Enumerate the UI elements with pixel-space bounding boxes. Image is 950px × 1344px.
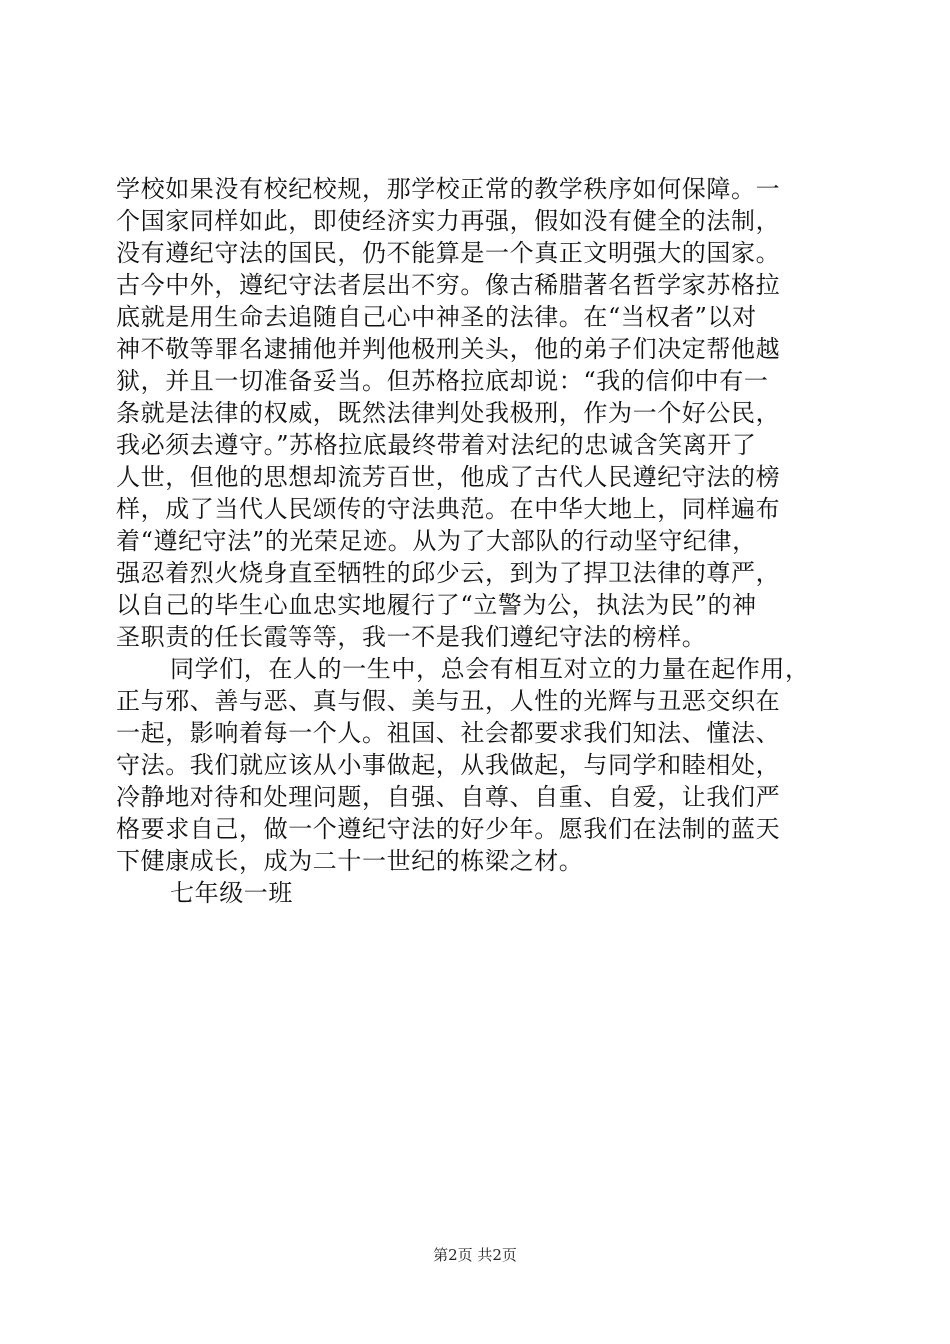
paragraph-start-line: 同学们，在人的一生中，总会有相互对立的力量在起作用， <box>170 655 810 683</box>
text-line: 圣职责的任长霞等等，我一不是我们遵纪守法的榜样。 <box>116 623 707 651</box>
text-line: 狱，并且一切准备妥当。但苏格拉底却说：“我的信仰中有一 <box>116 367 769 395</box>
text-line: 神不敬等罪名逮捕他并判他极刑关头，他的弟子们决定帮他越 <box>116 335 781 363</box>
text-line: 冷静地对待和处理问题，自强、自尊、自重、自爱，让我们严 <box>116 783 781 811</box>
text-line: 守法。我们就应该从小事做起，从我做起，与同学和睦相处， <box>116 751 781 779</box>
text-line: 人世，但他的思想却流芳百世，他成了古代人民遵纪守法的榜 <box>116 463 781 491</box>
text-line: 正与邪、善与恶、真与假、美与丑，人性的光辉与丑恶交织在 <box>116 687 781 715</box>
text-line: 一起，影响着每一个人。祖国、社会都要求我们知法、懂法、 <box>116 719 781 747</box>
text-line: 我必须去遵守。”苏格拉底最终带着对法纪的忠诚含笑离开了 <box>116 431 757 459</box>
document-body <box>116 173 836 909</box>
text-line: 下健康成长，成为二十一世纪的栋梁之材。 <box>116 847 584 875</box>
text-line: 强忍着烈火烧身直至牺牲的邱少云，到为了捍卫法律的尊严， <box>116 559 781 587</box>
text-line: 个国家同样如此，即使经济实力再强，假如没有健全的法制， <box>116 207 781 235</box>
text-line: 没有遵纪守法的国民，仍不能算是一个真正文明强大的国家。 <box>116 239 781 267</box>
text-line: 以自己的毕生心血忠实地履行了“立警为公，执法为民”的神 <box>116 591 757 619</box>
text-line: 古今中外，遵纪守法者层出不穷。像古稀腊著名哲学家苏格拉 <box>116 271 781 299</box>
text-line: 底就是用生命去追随自己心中神圣的法律。在“当权者”以对 <box>116 303 757 331</box>
text-line: 样，成了当代人民颂传的守法典范。在中华大地上，同样遍布 <box>116 495 781 523</box>
text-line: 条就是法律的权威，既然法律判处我极刑，作为一个好公民， <box>116 399 781 427</box>
text-line: 着“遵纪守法”的光荣足迹。从为了大部队的行动坚守纪律， <box>116 527 757 555</box>
text-line: 学校如果没有校纪校规，那学校正常的教学秩序如何保障。一 <box>116 175 781 203</box>
signature-line: 七年级一班 <box>170 879 293 907</box>
text-line: 格要求自己，做一个遵纪守法的好少年。愿我们在法制的蓝天 <box>116 815 781 843</box>
page-footer: 第2页 共2页 <box>433 1246 517 1264</box>
